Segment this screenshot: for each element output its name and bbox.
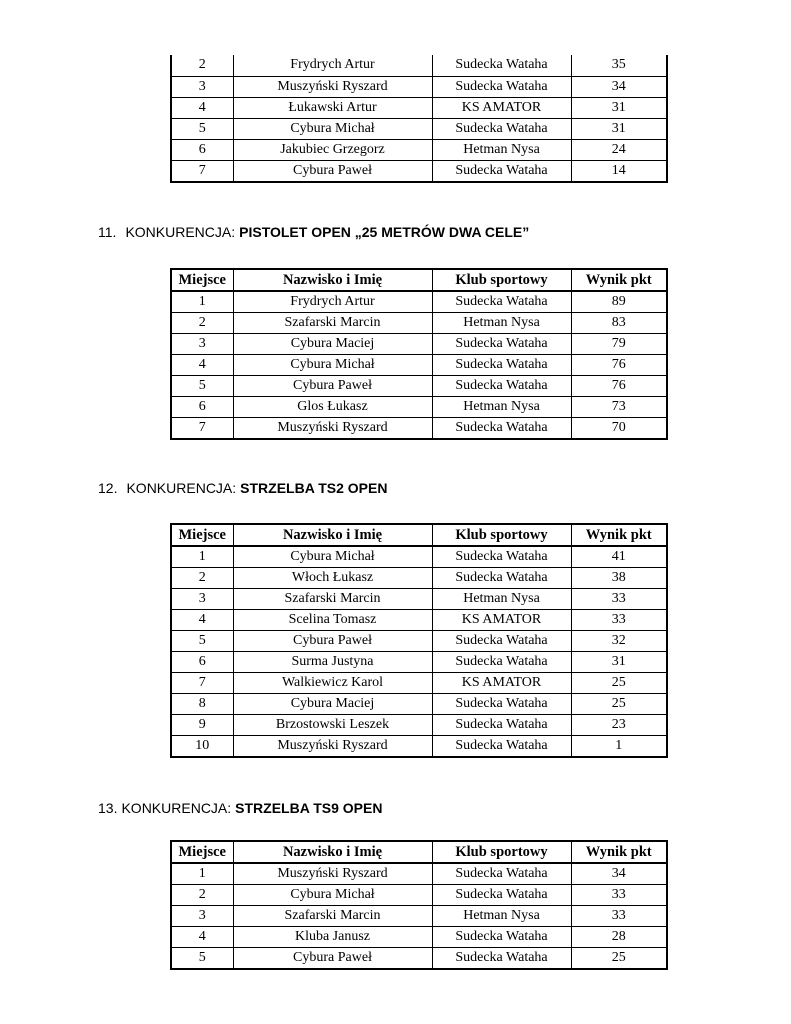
table-cell: 76 [571, 355, 667, 376]
table-cell: 33 [571, 610, 667, 631]
table-cell: Szafarski Marcin [233, 313, 432, 334]
table-row [171, 568, 667, 589]
header-row [171, 524, 667, 546]
section-number: 12. [98, 480, 118, 496]
table-row [171, 291, 667, 313]
table-cell: 23 [571, 715, 667, 736]
table-row [171, 863, 667, 885]
table-cell: Glos Łukasz [233, 397, 432, 418]
table-cell: 9 [171, 715, 233, 736]
table-cell: Cybura Paweł [233, 160, 432, 182]
table-row [171, 610, 667, 631]
section-heading-12 [98, 480, 387, 497]
table-cell: Sudecka Wataha [432, 694, 571, 715]
table-cell: Sudecka Wataha [432, 863, 571, 885]
table-cell: 7 [171, 418, 233, 440]
section-label: KONKURENCJA: [125, 224, 236, 240]
table-cell: Sudecka Wataha [432, 376, 571, 397]
table-row [171, 355, 667, 376]
column-header: Nazwisko i Imię [233, 269, 432, 291]
table-cell: 33 [571, 885, 667, 906]
table-row [171, 334, 667, 355]
table-row [171, 118, 667, 139]
table-row [171, 160, 667, 182]
column-header: Klub sportowy [432, 524, 571, 546]
table-cell: Sudecka Wataha [432, 418, 571, 440]
table-cell: Cybura Maciej [233, 334, 432, 355]
table-cell: 6 [171, 139, 233, 160]
table-cell: Sudecka Wataha [432, 715, 571, 736]
table-cell: Jakubiec Grzegorz [233, 139, 432, 160]
table-cell: Hetman Nysa [432, 906, 571, 927]
results-table-continued [170, 55, 668, 183]
column-header: Klub sportowy [432, 269, 571, 291]
table-row [171, 139, 667, 160]
table-cell: Cybura Maciej [233, 694, 432, 715]
table-cell: 3 [171, 334, 233, 355]
table-cell: Sudecka Wataha [432, 76, 571, 97]
table-cell: 34 [571, 76, 667, 97]
table-cell: 6 [171, 397, 233, 418]
table-cell: 83 [571, 313, 667, 334]
competition-title: STRZELBA TS2 OPEN [240, 480, 388, 496]
section-heading-11 [98, 224, 529, 241]
table-cell: 28 [571, 927, 667, 948]
table-cell: Hetman Nysa [432, 313, 571, 334]
table-cell: Szafarski Marcin [233, 906, 432, 927]
table-cell: 70 [571, 418, 667, 440]
table-row [171, 715, 667, 736]
table-cell: Sudecka Wataha [432, 736, 571, 758]
table-cell: Hetman Nysa [432, 589, 571, 610]
column-header: Nazwisko i Imię [233, 524, 432, 546]
table-cell: Cybura Paweł [233, 948, 432, 970]
table-row [171, 652, 667, 673]
table-cell: Kluba Janusz [233, 927, 432, 948]
table-cell: 6 [171, 652, 233, 673]
header-row [171, 841, 667, 863]
table-cell: Sudecka Wataha [432, 355, 571, 376]
table-cell: 7 [171, 673, 233, 694]
table-cell: Włoch Łukasz [233, 568, 432, 589]
table-cell: 3 [171, 906, 233, 927]
table-cell: Sudecka Wataha [432, 568, 571, 589]
table-cell: 4 [171, 927, 233, 948]
table-cell: 34 [571, 863, 667, 885]
table-cell: 25 [571, 948, 667, 970]
table-cell: 4 [171, 610, 233, 631]
results-table-11 [170, 268, 668, 440]
table-cell: Muszyński Ryszard [233, 863, 432, 885]
table-cell: 5 [171, 948, 233, 970]
table-cell: 3 [171, 589, 233, 610]
section-number: 11. [98, 224, 117, 240]
table-cell: Sudecka Wataha [432, 885, 571, 906]
table-cell: 32 [571, 631, 667, 652]
column-header: Wynik pkt [571, 269, 667, 291]
table-cell: Cybura Michał [233, 546, 432, 568]
table-cell: Surma Justyna [233, 652, 432, 673]
competition-title: STRZELBA TS9 OPEN [235, 800, 383, 816]
table-cell: 73 [571, 397, 667, 418]
table-row [171, 885, 667, 906]
table-cell: 5 [171, 631, 233, 652]
table-cell: 2 [171, 568, 233, 589]
table-cell: 31 [571, 652, 667, 673]
header-row [171, 269, 667, 291]
results-table-12 [170, 523, 668, 758]
table-cell: 4 [171, 97, 233, 118]
results-table-13 [170, 840, 668, 970]
table-cell: Sudecka Wataha [432, 631, 571, 652]
table-cell: Scelina Tomasz [233, 610, 432, 631]
table-row [171, 694, 667, 715]
table-cell: Sudecka Wataha [432, 927, 571, 948]
column-header: Klub sportowy [432, 841, 571, 863]
table-cell: KS AMATOR [432, 97, 571, 118]
table-cell: 2 [171, 313, 233, 334]
table-cell: Cybura Michał [233, 118, 432, 139]
table-cell: Walkiewicz Karol [233, 673, 432, 694]
table-cell: 89 [571, 291, 667, 313]
table-row [171, 418, 667, 440]
section-heading-13 [98, 800, 382, 817]
table-cell: Brzostowski Leszek [233, 715, 432, 736]
table-cell: Frydrych Artur [233, 291, 432, 313]
table-row [171, 927, 667, 948]
table-cell: KS AMATOR [432, 610, 571, 631]
table-cell: Cybura Michał [233, 355, 432, 376]
table-cell: 25 [571, 673, 667, 694]
table-cell: 5 [171, 118, 233, 139]
section-label: KONKURENCJA: [121, 800, 232, 816]
table-cell: 79 [571, 334, 667, 355]
table-cell: 4 [171, 355, 233, 376]
table-cell: 35 [571, 55, 667, 76]
table-cell: 14 [571, 160, 667, 182]
table-row [171, 97, 667, 118]
table-cell: Sudecka Wataha [432, 546, 571, 568]
section-number: 13. [98, 800, 118, 816]
table-cell: Muszyński Ryszard [233, 736, 432, 758]
table-row [171, 906, 667, 927]
table-cell: 2 [171, 885, 233, 906]
table-row [171, 397, 667, 418]
column-header: Nazwisko i Imię [233, 841, 432, 863]
table-cell: Cybura Paweł [233, 376, 432, 397]
table-cell: 1 [571, 736, 667, 758]
table-cell: 1 [171, 291, 233, 313]
column-header: Wynik pkt [571, 841, 667, 863]
table-cell: Frydrych Artur [233, 55, 432, 76]
table-cell: 3 [171, 76, 233, 97]
table-cell: 33 [571, 589, 667, 610]
table-row [171, 546, 667, 568]
table-row [171, 376, 667, 397]
table-row [171, 589, 667, 610]
table-cell: 2 [171, 55, 233, 76]
table-cell: Łukawski Artur [233, 97, 432, 118]
table-cell: 1 [171, 863, 233, 885]
table-cell: 7 [171, 160, 233, 182]
table-cell: 25 [571, 694, 667, 715]
table-cell: Szafarski Marcin [233, 589, 432, 610]
table-row [171, 76, 667, 97]
table-cell: 8 [171, 694, 233, 715]
table-row [171, 631, 667, 652]
column-header: Wynik pkt [571, 524, 667, 546]
table-cell: Hetman Nysa [432, 139, 571, 160]
table-cell: 24 [571, 139, 667, 160]
table-cell: Cybura Paweł [233, 631, 432, 652]
table-cell: Sudecka Wataha [432, 948, 571, 970]
table-cell: 5 [171, 376, 233, 397]
table-cell: Sudecka Wataha [432, 55, 571, 76]
table-cell: 41 [571, 546, 667, 568]
table-cell: 31 [571, 118, 667, 139]
column-header: Miejsce [171, 841, 233, 863]
table-row [171, 948, 667, 970]
table-row [171, 736, 667, 758]
table-row [171, 55, 667, 76]
table-row [171, 673, 667, 694]
table-cell: Sudecka Wataha [432, 160, 571, 182]
column-header: Miejsce [171, 524, 233, 546]
table-row [171, 313, 667, 334]
table-cell: Muszyński Ryszard [233, 76, 432, 97]
table-cell: Sudecka Wataha [432, 652, 571, 673]
table-cell: Sudecka Wataha [432, 291, 571, 313]
table-cell: 38 [571, 568, 667, 589]
table-cell: 76 [571, 376, 667, 397]
table-cell: 10 [171, 736, 233, 758]
table-cell: Hetman Nysa [432, 397, 571, 418]
competition-title: PISTOLET OPEN „25 METRÓW DWA CELE” [239, 224, 530, 240]
table-cell: 1 [171, 546, 233, 568]
column-header: Miejsce [171, 269, 233, 291]
table-cell: 33 [571, 906, 667, 927]
table-cell: 31 [571, 97, 667, 118]
section-label: KONKURENCJA: [126, 480, 237, 496]
table-cell: Sudecka Wataha [432, 118, 571, 139]
table-cell: Cybura Michał [233, 885, 432, 906]
table-cell: Muszyński Ryszard [233, 418, 432, 440]
table-cell: Sudecka Wataha [432, 334, 571, 355]
table-cell: KS AMATOR [432, 673, 571, 694]
